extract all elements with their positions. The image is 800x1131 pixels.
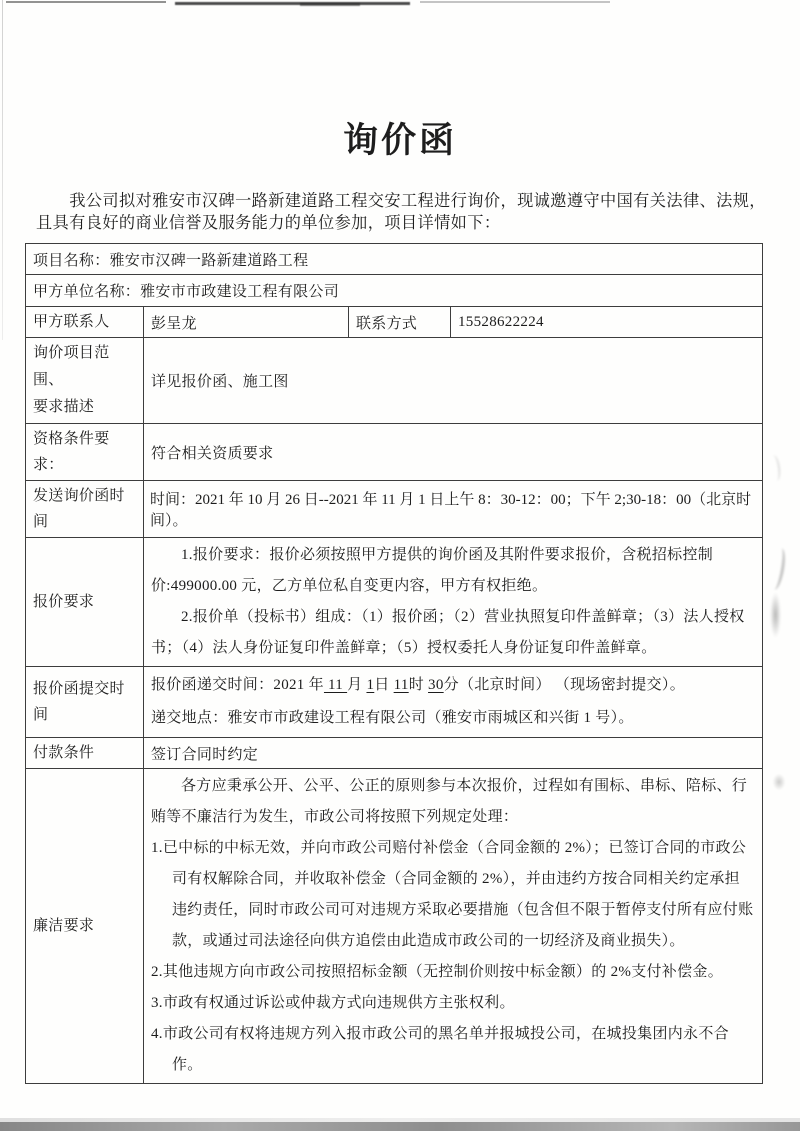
quote-req-para2: 2.报价单（投标书）组成：（1）报价函；（2）营业执照复印件盖鲜章；（3）法人授权书；（4）法人身份证复印件盖鲜章；（5）授权委托人身份证复印件盖鲜章。 — [151, 609, 745, 656]
submit-time-line1 — [151, 669, 755, 702]
scan-artifact-bottom-shadow — [0, 1118, 800, 1122]
row-qualification — [26, 424, 763, 481]
submit-time-text: 日 — [374, 677, 394, 693]
integrity-item-3: 3.市政有权通过诉讼或仲裁方式向违规供方主张权利。 — [151, 995, 515, 1011]
row-send-time — [26, 481, 763, 538]
quote-req-content — [144, 538, 763, 667]
scan-artifact-smudge — [768, 547, 787, 590]
scan-artifact-smudge — [768, 454, 782, 481]
submit-time-text: 月 — [347, 677, 367, 693]
qualification-label: 资格条件要求： — [26, 424, 144, 481]
scan-artifact-smudge — [772, 773, 786, 791]
submit-day-underlined: 1 — [366, 677, 375, 693]
intro-paragraph: 我公司拟对雅安市汉碑一路新建道路工程交安工程进行询价，现诚邀遵守中国有关法律、法规，且具有良好的商业信誉及服务能力的单位参加，项目详情如下： — [36, 192, 766, 232]
details-table — [25, 243, 763, 1084]
scope-label — [26, 338, 144, 424]
row-contact — [26, 307, 763, 338]
submit-time-text: 报价函递交时间：2021 年 — [151, 677, 324, 693]
row-quote-requirements — [26, 538, 763, 667]
scan-artifact-bottom-shadow — [0, 1122, 800, 1131]
phone-label: 联系方式 — [349, 307, 451, 338]
project-name-cell: 项目名称：雅安市汉碑一路新建道路工程 — [26, 244, 763, 275]
scan-artifact-smudge — [770, 592, 781, 638]
scan-artifact-top-line — [175, 2, 410, 5]
integrity-item-1: 1.已中标的中标无效，并向市政公司赔付补偿金（合同金额的 2%）；已签订合同的市政公司有权解除合同，并收取补偿金（合同金额的 2%），并由违约方按合同相关约定承担违约责任，同时市政公司可对违规方采取必要措施（包含但不限于暂停支付所有应付账款，或通过司法途径向供方追偿由此造成市政公司的一切经济及商业损失）。 — [151, 840, 754, 949]
phone-value: 15528622224 — [451, 307, 763, 338]
scope-label-line2: 要求描述 — [33, 399, 95, 415]
scope-label-line1: 询价项目范围、 — [33, 345, 110, 388]
qualification-value: 符合相关资质要求 — [144, 424, 763, 481]
row-party-a — [26, 275, 763, 307]
integrity-item-4: 4.市政公司有权将违规方列入报市政公司的黑名单并报城投公司，在城投集团内永不合作。 — [151, 1026, 729, 1073]
integrity-item-2: 2.其他违规方向市政公司按照招标金额（无控制价则按中标金额）的 2%支付补偿金。 — [151, 964, 723, 980]
submit-hour-underlined: 11 — [393, 677, 409, 693]
submit-time-content — [144, 667, 763, 738]
row-payment — [26, 738, 763, 769]
integrity-content — [144, 769, 763, 1084]
scan-artifact-top-line — [420, 1, 610, 3]
payment-value: 签订合同时约定 — [144, 738, 763, 769]
submit-minute-underlined: 30 — [428, 677, 444, 693]
row-integrity — [26, 769, 763, 1084]
integrity-label: 廉洁要求 — [26, 769, 144, 1084]
submit-time-text: 时 — [408, 677, 429, 693]
scan-artifact-top-line — [6, 1, 166, 3]
payment-label: 付款条件 — [26, 738, 144, 769]
row-scope — [26, 338, 763, 424]
scope-value: 详见报价函、施工图 — [144, 338, 763, 424]
contact-name: 彭呈龙 — [144, 307, 349, 338]
document-title: 询价函 — [342, 121, 457, 160]
integrity-intro: 各方应秉承公开、公平、公正的原则参与本次报价，过程如有围标、串标、陪标、行贿等不廉洁行为发生，市政公司将按照下列规定处理： — [151, 778, 748, 825]
submit-time-label: 报价函提交时间 — [26, 667, 144, 738]
submit-location-line: 递交地点：雅安市市政建设工程有限公司（雅安市雨城区和兴街 1 号）。 — [151, 710, 634, 726]
scan-artifact-top-line — [300, 3, 360, 6]
row-submit-time — [26, 667, 763, 738]
send-time-value: 时间：2021 年 10 月 26 日--2021 年 11 月 1 日上午 8：30-12：00；下午 2;30-18：00（北京时间）。 — [144, 481, 763, 538]
send-time-label: 发送询价函时间 — [26, 481, 144, 538]
submit-time-text: 分（北京时间） （现场密封提交）。 — [443, 677, 686, 693]
scan-artifact-left-edge — [2, 0, 3, 340]
party-a-cell: 甲方单位名称：雅安市市政建设工程有限公司 — [26, 275, 763, 307]
contact-label: 甲方联系人 — [26, 307, 144, 338]
submit-month-underlined: 11 — [323, 677, 348, 693]
quote-req-label: 报价要求 — [26, 538, 144, 667]
quote-req-para1: 1.报价要求：报价必须按照甲方提供的询价函及其附件要求报价，含税招标控制价:499000.00 元，乙方单位私自变更内容，甲方有权拒绝。 — [151, 547, 714, 594]
row-project-name — [26, 244, 763, 275]
